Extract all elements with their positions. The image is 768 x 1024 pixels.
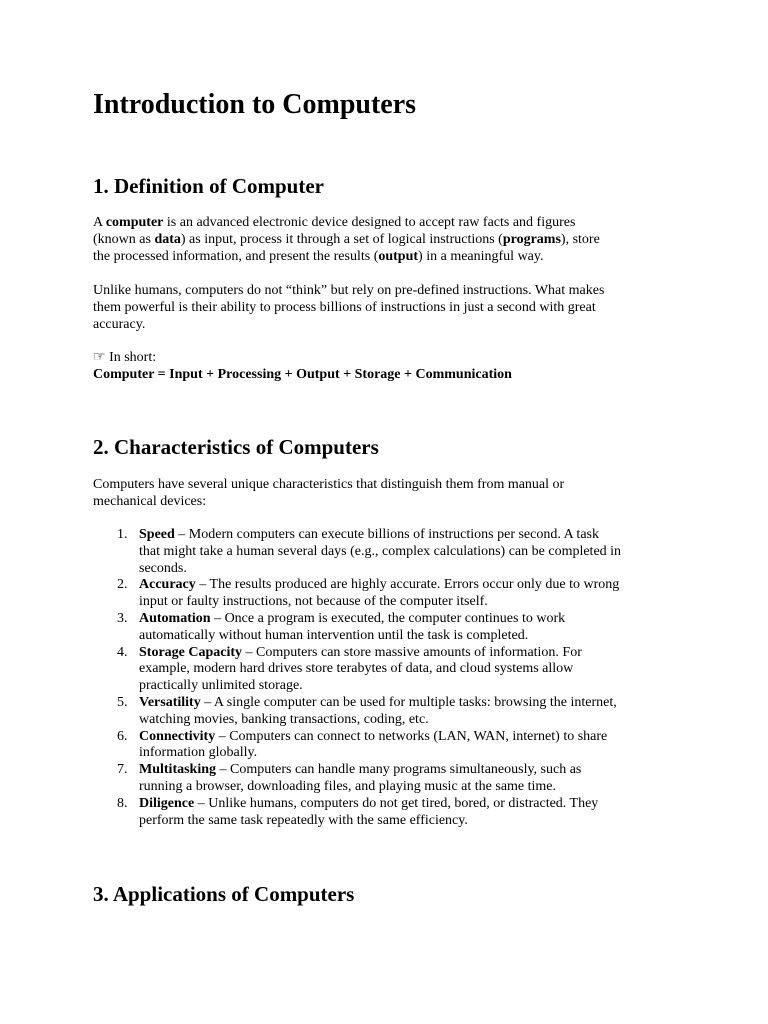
list-item-term: Speed xyxy=(139,527,175,542)
list-item-text: – Computers can store massive amounts of information. For xyxy=(242,644,582,660)
section-heading-definition: 1. Definition of Computer xyxy=(93,174,324,198)
list-number: 7. xyxy=(117,762,128,778)
list-item-text: watching movies, banking transactions, coding, etc. xyxy=(139,711,429,727)
definition-paragraph: A computer is an advanced electronic device designed to accept raw facts and figures (known as data) as input, process it through a set of logical instructions (programs), store the processed information, and present the results (output) in a meaningful way. xyxy=(93,215,600,264)
list-item xyxy=(93,611,693,645)
list-number: 2. xyxy=(117,577,128,593)
characteristics-intro: Computers have several unique characteristics that distinguish them from manual or mechanical devices: xyxy=(93,477,565,509)
list-item-text: example, modern hard drives store terabytes of data, and cloud systems allow xyxy=(139,661,574,677)
list-item-text: – Computers can handle many programs simultaneously, such as xyxy=(216,762,582,778)
computer-formula: Computer = Input + Processing + Output + Storage + Communication xyxy=(93,367,512,382)
in-short-label: In short: xyxy=(105,350,157,365)
list-item xyxy=(93,762,693,796)
list-item xyxy=(93,796,693,830)
characteristics-list xyxy=(93,527,693,829)
list-item-term: Multitasking xyxy=(139,762,217,778)
list-item xyxy=(93,729,693,763)
list-number: 6. xyxy=(117,728,128,744)
list-item-text: practically unlimited storage. xyxy=(139,678,303,694)
list-item-text: information globally. xyxy=(139,745,258,761)
pointing-hand-icon: ☞ xyxy=(93,350,106,365)
section-heading-characteristics: 2. Characteristics of Computers xyxy=(93,435,379,459)
list-item-text: – Once a program is executed, the computer continues to work xyxy=(210,610,566,626)
list-number: 5. xyxy=(117,694,128,710)
section-heading-applications: 3. Applications of Computers xyxy=(93,882,355,906)
list-item-text: perform the same task repeatedly with the same efficiency. xyxy=(139,812,468,828)
list-number: 8. xyxy=(117,795,128,811)
list-item xyxy=(93,695,693,729)
list-number: 1. xyxy=(117,527,128,542)
list-number: 3. xyxy=(117,610,128,626)
list-item-text: running a browser, downloading files, and playing music at the same time. xyxy=(139,778,557,794)
list-item-text: seconds. xyxy=(139,560,187,576)
list-item-text: – A single computer can be used for multiple tasks: browsing the internet, xyxy=(200,694,617,710)
list-item-term: Versatility xyxy=(139,694,201,710)
list-item xyxy=(93,527,693,577)
list-item-term: Storage Capacity xyxy=(139,644,243,660)
list-item xyxy=(93,577,693,611)
list-item-text: – Unlike humans, computers do not get tired, bored, or distracted. They xyxy=(194,795,599,811)
list-item-text: that might take a human several days (e.g., complex calculations) can be completed in xyxy=(139,543,622,559)
list-item-term: Accuracy xyxy=(139,577,196,593)
list-item xyxy=(93,645,693,695)
list-item-text: – The results produced are highly accurate. Errors occur only due to wrong xyxy=(195,577,620,593)
list-item-term: Diligence xyxy=(139,795,195,811)
list-item-text: automatically without human intervention until the task is completed. xyxy=(139,627,529,643)
list-item-text: – Computers can connect to networks (LAN, WAN, internet) to share xyxy=(215,728,608,744)
list-number: 4. xyxy=(117,644,128,660)
in-short-block xyxy=(93,349,683,383)
list-item-term: Connectivity xyxy=(139,728,216,744)
list-item-text: input or faulty instructions, not because of the computer itself. xyxy=(139,594,488,610)
thinking-paragraph: Unlike humans, computers do not “think” but rely on pre-defined instructions. What makes them powerful is their ability to process billions of instructions in just a second with great accuracy. xyxy=(93,283,605,332)
list-item-term: Automation xyxy=(139,610,211,626)
list-item-text: – Modern computers can execute billions of instructions per second. A task xyxy=(174,527,599,542)
page-title: Introduction to Computers xyxy=(93,89,417,120)
